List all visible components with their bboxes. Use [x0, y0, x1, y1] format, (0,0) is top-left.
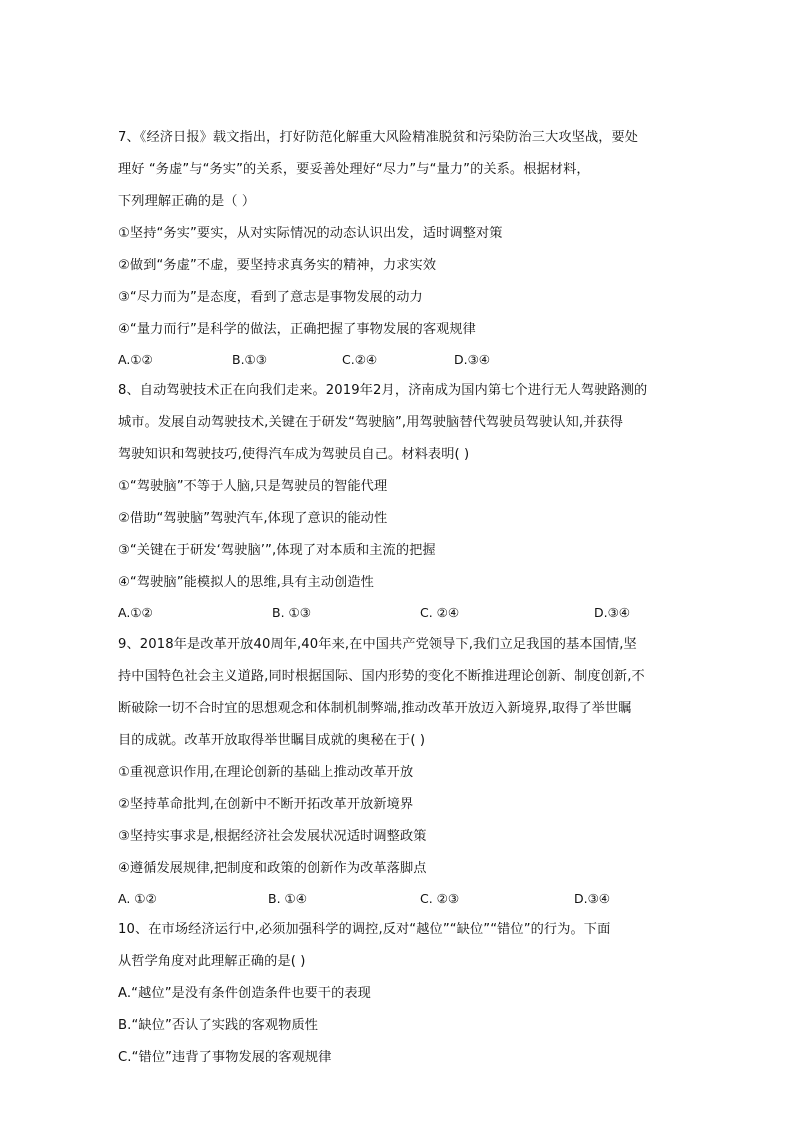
q10-option-a: A.“越位”是没有条件创造条件也要干的表现: [118, 986, 371, 1001]
q8-option-a: A.①②: [118, 605, 153, 620]
q10-stem-line-1: 10、在市场经济运行中,必须加强科学的调控,反对“越位”“缺位”“错位”的行为。下面: [118, 922, 611, 937]
q7-option-d: D.③④: [454, 352, 491, 367]
q9-item-2: ②坚持革命批判,在创新中不断开拓改革开放新境界: [118, 797, 414, 812]
q10-option-b: B.“缺位”否认了实践的客观物质性: [118, 1018, 319, 1033]
q7-option-a: A.①②: [118, 352, 153, 367]
q8-item-3: ③“关键在于研发‘驾驶脑’”,体现了对本质和主流的把握: [118, 543, 436, 558]
q7-item-2: ②做到“务虚”不虚，要坚持求真务实的精神，力求实效: [118, 258, 437, 273]
q9-option-c: C. ②③: [420, 891, 460, 906]
q9-stem-line-2: 持中国特色社会主义道路,同时根据国际、国内形势的变化不断推进理论创新、制度创新,不: [118, 669, 645, 684]
q10-option-c: C.“错位”违背了事物发展的客观规律: [118, 1050, 332, 1065]
q7-item-1: ①坚持“务实”要实，从对实际情况的动态认识出发，适时调整对策: [118, 226, 503, 241]
q9-stem-line-4: 目的成就。改革开放取得举世瞩目成就的奥秘在于( ): [118, 733, 426, 748]
q8-stem-line-2: 城市。发展自动驾驶技术,关键在于研发“驾驶脑”,用驾驶脑替代驾驶员驾驶认知,并获得: [118, 415, 624, 430]
q7-stem-line-2: 理好 “务虚”与“务实”的关系，要妥善处理好“尽力”与“量力”的关系。根据材料，: [118, 162, 590, 177]
q9-option-b: B. ①④: [268, 891, 307, 906]
q7-item-4: ④“量力而行”是科学的做法，正确把握了事物发展的客观规律: [118, 322, 476, 337]
q8-stem-line-1: 8、自动驾驶技术正在向我们走来。2019年2月，济南成为国内第七个进行无人驾驶路测的: [118, 383, 648, 398]
q7-option-b: B.①③: [232, 352, 267, 367]
q8-option-d: D.③④: [594, 605, 631, 620]
q8-item-4: ④“驾驶脑”能模拟人的思维,具有主动创造性: [118, 575, 374, 590]
q9-option-d: D.③④: [574, 891, 611, 906]
q7-option-c: C.②④: [342, 352, 378, 367]
q9-option-a: A. ①②: [118, 891, 157, 906]
q9-item-3: ③坚持实事求是,根据经济社会发展状况适时调整政策: [118, 829, 427, 844]
q7-stem-line-1: 7、《经济日报》载文指出，打好防范化解重大风险精准脱贫和污染防治三大攻坚战，要处: [118, 130, 639, 145]
q8-item-2: ②借助“驾驶脑”驾驶汽车,体现了意识的能动性: [118, 511, 388, 526]
q8-option-b: B. ①③: [272, 605, 311, 620]
q8-option-c: C. ②④: [420, 605, 460, 620]
q7-stem-line-3: 下列理解正确的是（ ）: [118, 194, 256, 209]
q9-stem-line-1: 9、2018年是改革开放40周年,40年来,在中国共产党领导下,我们立足我国的基本国情,坚: [118, 637, 637, 652]
q8-item-1: ①“驾驶脑”不等于人脑,只是驾驶员的智能代理: [118, 479, 388, 494]
q9-item-4: ④遵循发展规律,把制度和政策的创新作为改革落脚点: [118, 861, 427, 876]
q7-item-3: ③“尽力而为”是态度，看到了意志是事物发展的动力: [118, 290, 423, 305]
q9-stem-line-3: 断破除一切不合时宜的思想观念和体制机制弊端,推动改革开放迈入新境界,取得了举世瞩: [118, 701, 632, 716]
q10-stem-line-2: 从哲学角度对此理解正确的是( ): [118, 954, 306, 969]
q8-stem-line-3: 驾驶知识和驾驶技巧,使得汽车成为驾驶员自己。材料表明( ): [118, 447, 470, 462]
q9-item-1: ①重视意识作用,在理论创新的基础上推动改革开放: [118, 765, 414, 780]
